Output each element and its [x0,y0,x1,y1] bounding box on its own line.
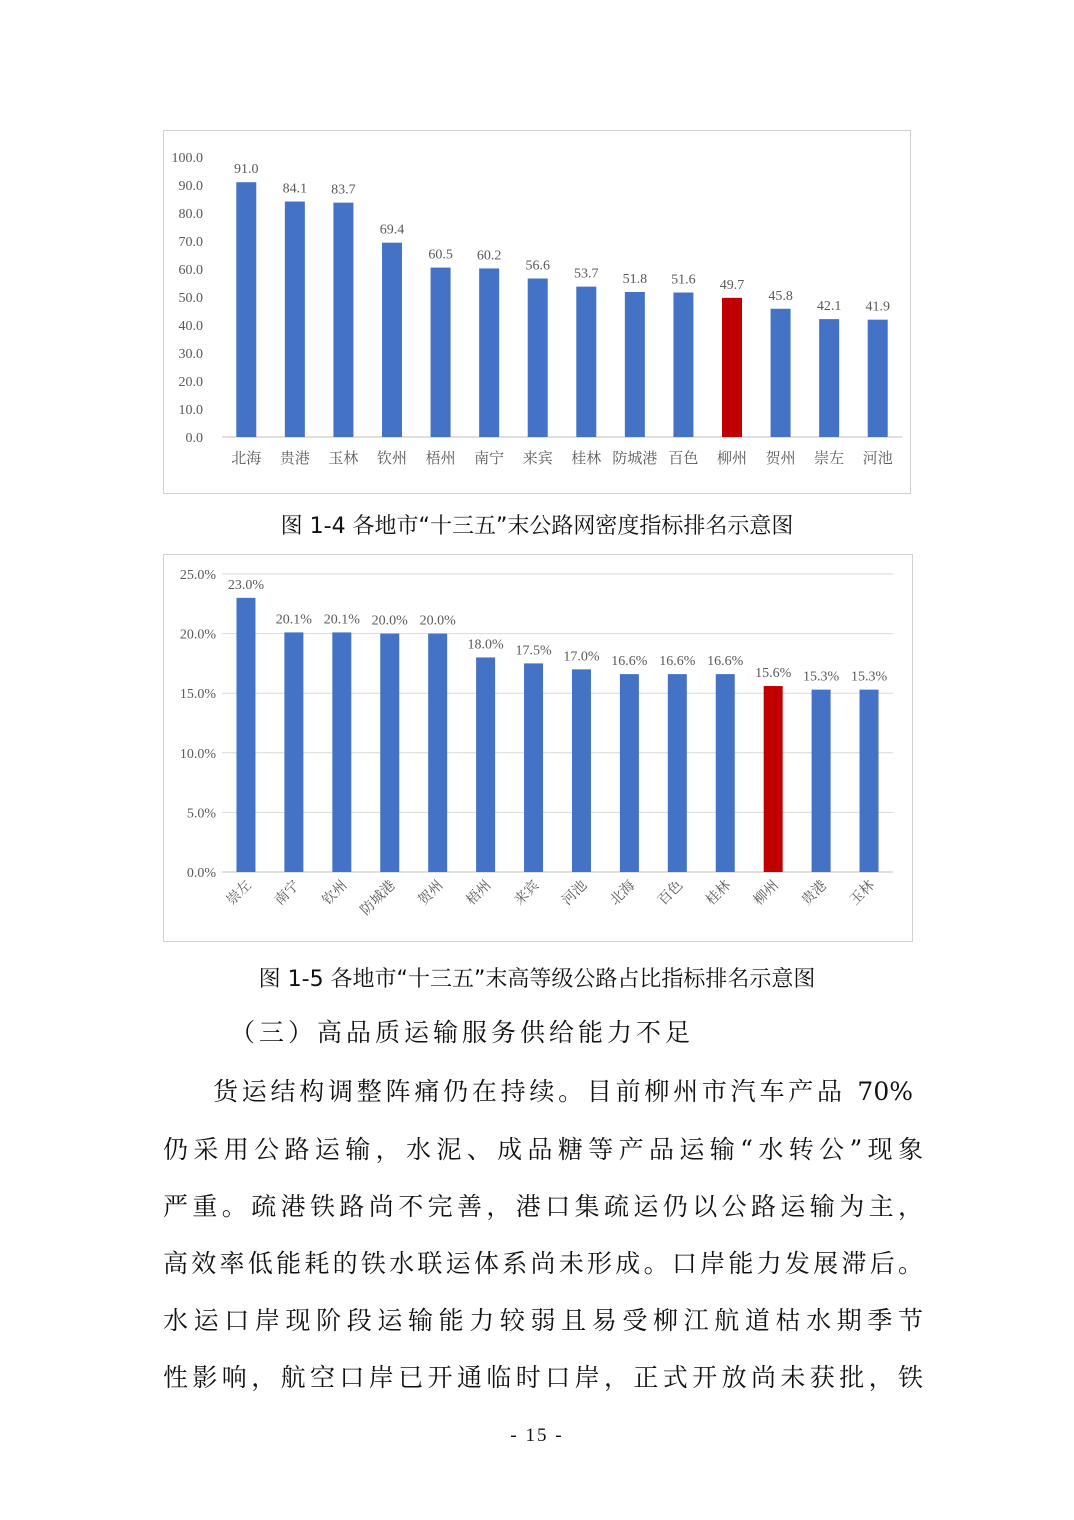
chart2-category-label: 防城港 [357,877,399,919]
chart2-bar [620,674,639,872]
chart2-data-label: 16.6% [659,654,696,670]
chart1-y-tick-label: 90.0 [178,179,203,194]
chart1-bar [771,309,791,437]
chart2-bar [476,657,495,872]
chart2-bar [284,632,303,872]
chart2-category-label: 贺州 [415,877,447,909]
chart2-category-label: 来宾 [511,877,543,909]
chart2-bar [524,663,543,872]
page-number: - 15 - [510,1425,564,1446]
chart1-category-label: 梧州 [425,449,456,467]
chart1-category-label: 玉林 [328,449,359,467]
chart1-data-label: 83.7 [331,182,356,198]
chart2-data-label: 18.0% [467,637,504,653]
chart1-category-label: 百色 [668,449,699,467]
chart1-bar [868,320,888,437]
chart2-data-label: 15.6% [755,666,792,682]
chart2-data-label: 20.1% [323,612,360,628]
chart1-bar [479,268,499,437]
chart2-category-label: 南宁 [271,877,303,909]
chart2-y-tick-label: 25.0% [179,568,216,583]
chart1-category-label: 南宁 [474,449,505,467]
chart1-data-label: 41.9 [865,299,890,315]
chart1-data-label: 51.6 [671,272,696,288]
chart2-data-label: 20.0% [419,613,456,629]
chart2-y-tick-label: 20.0% [179,627,216,643]
chart1-category-label: 贺州 [765,449,796,467]
figure-caption-1-4: 图 1-4 各地市“十三五”末公路网密度指标排名示意图 [280,514,794,539]
chart1-category-label: 柳州 [716,449,748,467]
chart1-y-tick-label: 0.0 [185,431,203,446]
chart1-data-label: 69.4 [379,222,405,238]
chart2-data-label: 23.0% [227,577,265,593]
chart2-bar [860,690,879,872]
chart2-category-label: 钦州 [319,877,351,909]
chart1-bar [819,319,839,437]
chart1-category-label: 桂林 [571,449,602,467]
figure-caption-1-5: 图 1-5 各地市“十三五”末高等级公路占比指标排名示意图 [258,967,816,992]
chart2-category-label: 贵港 [798,877,830,909]
chart1-category-label: 贵港 [279,449,310,467]
chart1-data-label: 60.5 [428,247,453,263]
section-heading: （三）高品质运输服务供给能力不足 [230,1018,695,1047]
chart2-category-label: 桂林 [702,877,735,909]
chart1-category-label: 河池 [862,449,893,467]
chart1-y-tick-label: 100.0 [171,151,203,166]
chart2-bar [572,669,591,872]
chart1-bar [722,298,742,437]
chart1-data-label: 56.6 [525,258,550,274]
chart2-category-label: 百色 [655,877,687,909]
chart1-y-tick-label: 20.0 [178,375,203,390]
chart1-bar [528,279,548,437]
chart2-bar [716,674,735,872]
chart-road-density [163,130,911,494]
chart2-data-label: 16.6% [611,654,648,670]
body-line-5: 水运口岸现阶段运输能力较弱且易受柳江航道枯水期季节 [163,1306,923,1335]
chart1-data-label: 84.1 [282,181,308,197]
chart-high-grade-road-ratio [163,554,913,942]
chart2-data-label: 16.6% [707,654,744,670]
body-line-6: 性影响，航空口岸已开通临时口岸，正式开放尚未获批，铁 [163,1363,923,1392]
chart1-data-label: 53.7 [574,266,599,282]
chart1-category-label: 防城港 [612,449,658,467]
chart1-category-label: 崇左 [814,449,845,467]
chart1-category-label: 钦州 [376,449,408,467]
body-line-1: 货运结构调整阵痛仍在持续。目前柳州市汽车产品 70% [213,1077,913,1106]
chart2-bar [812,690,831,872]
chart1-data-label: 49.7 [719,277,745,293]
chart1-bar [285,202,305,437]
chart2-data-label: 17.5% [515,643,552,659]
chart1-data-label: 45.8 [768,288,793,304]
chart1-bar [382,243,402,437]
chart2-category-label: 梧州 [463,877,495,909]
chart1-data-label: 91.0 [234,162,259,178]
chart2-y-tick-label: 0.0% [186,866,216,881]
chart2-bar [332,632,351,872]
chart2-data-label: 20.0% [371,613,408,629]
chart2-category-label: 玉林 [846,877,878,909]
chart1-category-label: 来宾 [522,449,553,467]
chart2-category-label: 柳州 [750,877,783,909]
chart2-bar [380,634,399,872]
body-line-4: 高效率低能耗的铁水联运体系尚未形成。口岸能力发展滞后。 [163,1249,923,1278]
chart1-y-tick-label: 70.0 [178,235,203,250]
chart2-category-label: 崇左 [223,877,255,909]
chart2-y-tick-label: 10.0% [179,746,216,762]
chart-high-grade-road-ratio-svg [164,555,912,941]
chart1-bar [431,268,451,437]
chart1-y-tick-label: 80.0 [178,207,203,222]
chart2-category-label: 北海 [607,877,639,909]
chart1-bar [236,182,256,437]
chart1-y-tick-label: 60.0 [178,263,203,278]
chart2-bar [668,674,687,872]
chart1-category-label: 北海 [231,449,262,467]
chart1-data-label: 42.1 [816,299,842,315]
chart2-y-tick-label: 5.0% [186,806,216,822]
chart2-data-label: 15.3% [803,669,840,685]
chart1-data-label: 60.2 [476,248,502,264]
chart1-data-label: 51.8 [622,271,648,287]
chart2-data-label: 15.3% [850,669,888,685]
chart2-y-tick-label: 15.0% [179,687,216,703]
chart1-y-tick-label: 30.0 [178,347,203,362]
chart1-bar [333,203,353,437]
body-line-3: 严重。疏港铁路尚不完善，港口集疏运仍以公路运输为主， [163,1192,923,1221]
chart2-bar [236,598,255,872]
chart2-bar [764,686,783,872]
chart1-y-tick-label: 40.0 [178,319,203,334]
chart1-y-tick-label: 50.0 [178,291,203,306]
chart2-data-label: 17.0% [563,649,600,665]
chart2-data-label: 20.1% [275,612,312,628]
chart1-bar [576,287,596,437]
chart1-y-tick-label: 10.0 [178,403,203,418]
body-line-2: 仍采用公路运输，水泥、成品糖等产品运输“水转公”现象 [163,1135,923,1164]
chart1-bar [625,292,645,437]
chart1-bar [673,293,693,437]
chart2-category-label: 河池 [559,877,591,909]
chart-road-density-svg [164,131,910,493]
chart2-bar [428,634,447,872]
